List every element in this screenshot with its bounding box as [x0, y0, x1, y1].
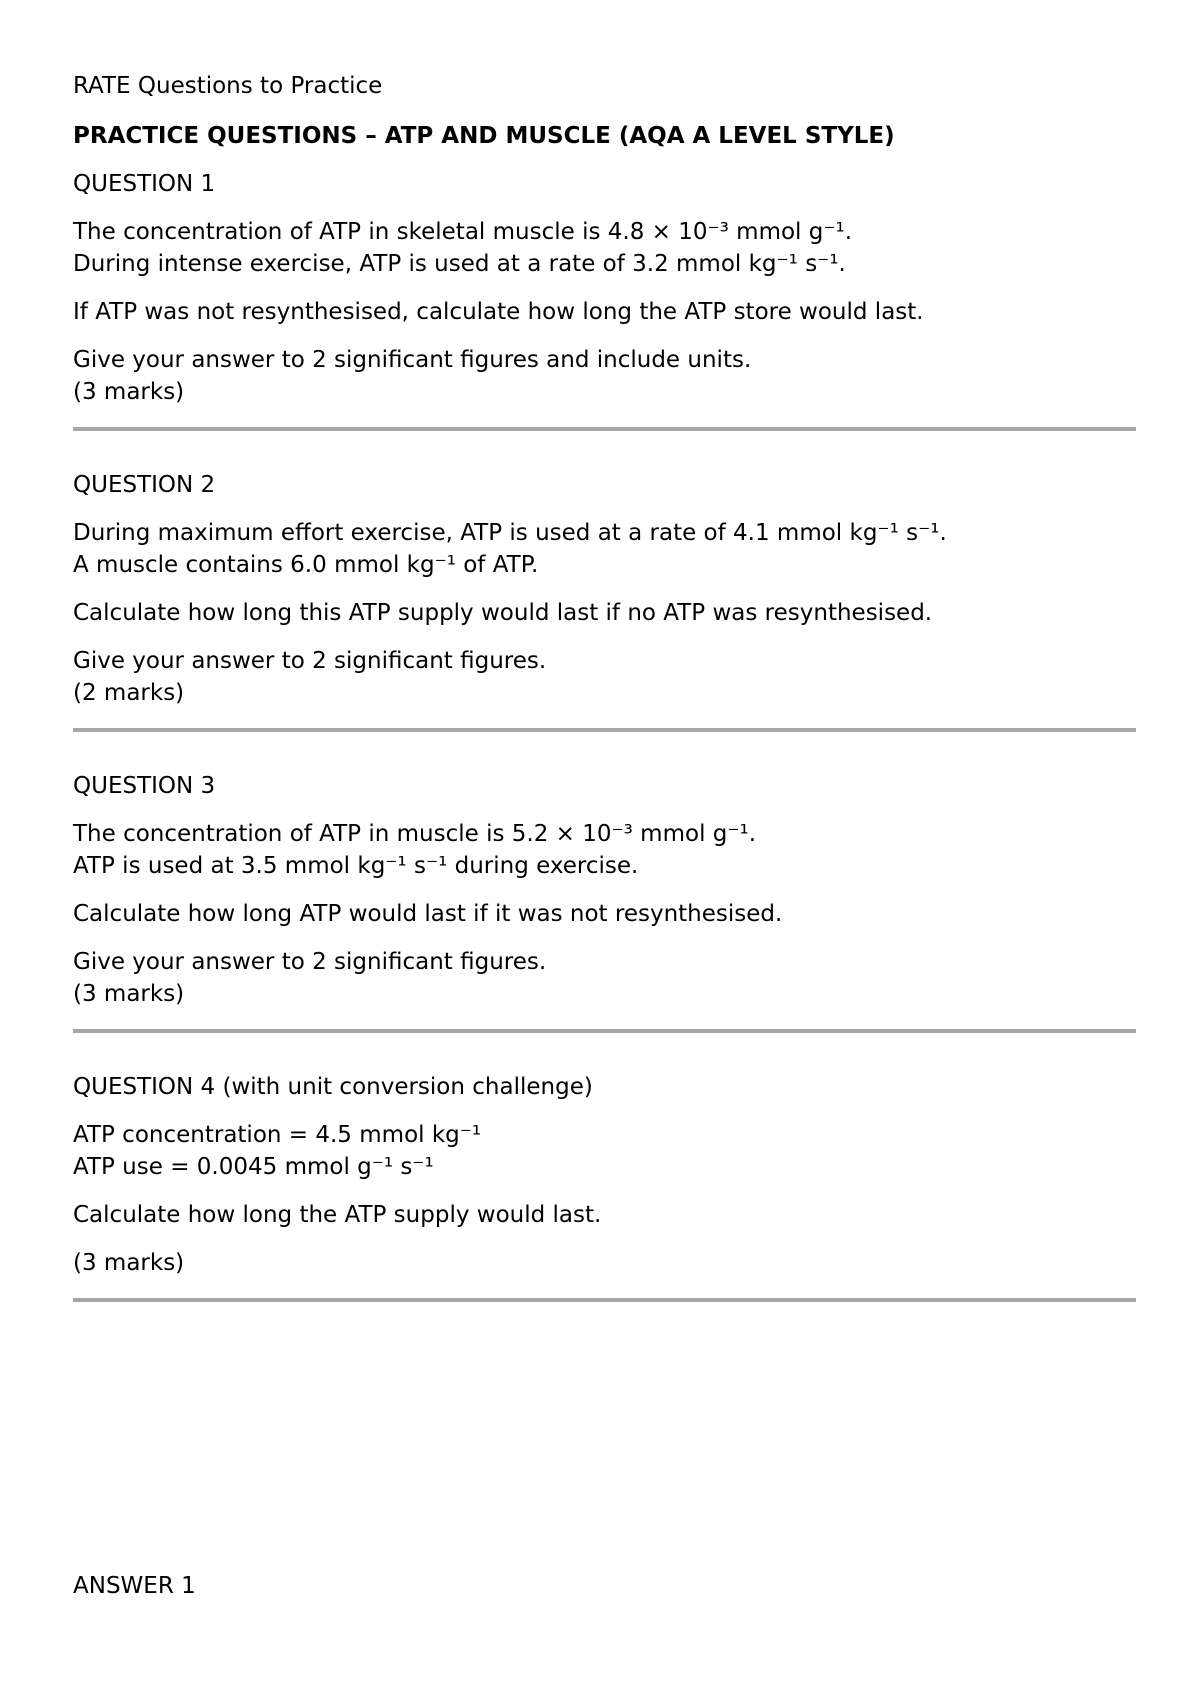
- question-marks: (3 marks): [73, 1250, 185, 1276]
- question-1: [73, 168, 1136, 408]
- question-4: [73, 1071, 1136, 1279]
- question-statement: [73, 1119, 1136, 1183]
- main-title: PRACTICE QUESTIONS – ATP AND MUSCLE (AQA A LEVEL STYLE): [73, 123, 895, 149]
- section-divider: [73, 728, 1136, 732]
- question-text-line: During intense exercise, ATP is used at a rate of 3.2 mmol kg⁻¹ s⁻¹.: [73, 251, 846, 277]
- question-task: [73, 1199, 1136, 1231]
- question-task: [73, 898, 1136, 930]
- question-text-line: During maximum effort exercise, ATP is used at a rate of 4.1 mmol kg⁻¹ s⁻¹.: [73, 520, 947, 546]
- section-divider: [73, 1298, 1136, 1302]
- question-marks: (3 marks): [73, 379, 185, 405]
- question-marks: (2 marks): [73, 680, 185, 706]
- question-task: [73, 296, 1136, 328]
- section-divider: [73, 1029, 1136, 1033]
- question-2: [73, 469, 1136, 709]
- question-heading: QUESTION 2: [73, 472, 216, 498]
- question-text-line: ATP is used at 3.5 mmol kg⁻¹ s⁻¹ during exercise.: [73, 853, 639, 879]
- question-statement: [73, 818, 1136, 882]
- intro-title: RATE Questions to Practice: [73, 73, 383, 99]
- question-text-line: If ATP was not resynthesised, calculate how long the ATP store would last.: [73, 299, 924, 325]
- question-instructions: [73, 946, 1136, 1010]
- question-text-line: The concentration of ATP in skeletal muscle is 4.8 × 10⁻³ mmol g⁻¹.: [73, 219, 853, 245]
- question-3: [73, 770, 1136, 1010]
- question-text-line: ATP concentration = 4.5 mmol kg⁻¹: [73, 1122, 482, 1148]
- document-page: [73, 70, 1136, 1340]
- answer-heading: ANSWER 1: [73, 1573, 196, 1599]
- question-heading: QUESTION 3: [73, 773, 216, 799]
- question-text-line: Give your answer to 2 significant figures.: [73, 648, 547, 674]
- question-marks: (3 marks): [73, 981, 185, 1007]
- question-instructions: [73, 344, 1136, 408]
- question-text-line: Calculate how long the ATP supply would last.: [73, 1202, 602, 1228]
- question-instructions: [73, 645, 1136, 709]
- question-text-line: A muscle contains 6.0 mmol kg⁻¹ of ATP.: [73, 552, 539, 578]
- question-task: [73, 597, 1136, 629]
- question-text-line: Calculate how long ATP would last if it was not resynthesised.: [73, 901, 783, 927]
- question-text-line: ATP use = 0.0045 mmol g⁻¹ s⁻¹: [73, 1154, 434, 1180]
- section-divider: [73, 427, 1136, 431]
- question-statement: [73, 517, 1136, 581]
- question-text-line: Give your answer to 2 significant figures.: [73, 949, 547, 975]
- question-text-line: Give your answer to 2 significant figures and include units.: [73, 347, 752, 373]
- question-statement: [73, 216, 1136, 280]
- question-heading: QUESTION 1: [73, 171, 216, 197]
- question-text-line: The concentration of ATP in muscle is 5.2 × 10⁻³ mmol g⁻¹.: [73, 821, 757, 847]
- question-instructions: [73, 1247, 1136, 1279]
- question-heading: QUESTION 4 (with unit conversion challenge): [73, 1074, 593, 1100]
- question-text-line: Calculate how long this ATP supply would last if no ATP was resynthesised.: [73, 600, 933, 626]
